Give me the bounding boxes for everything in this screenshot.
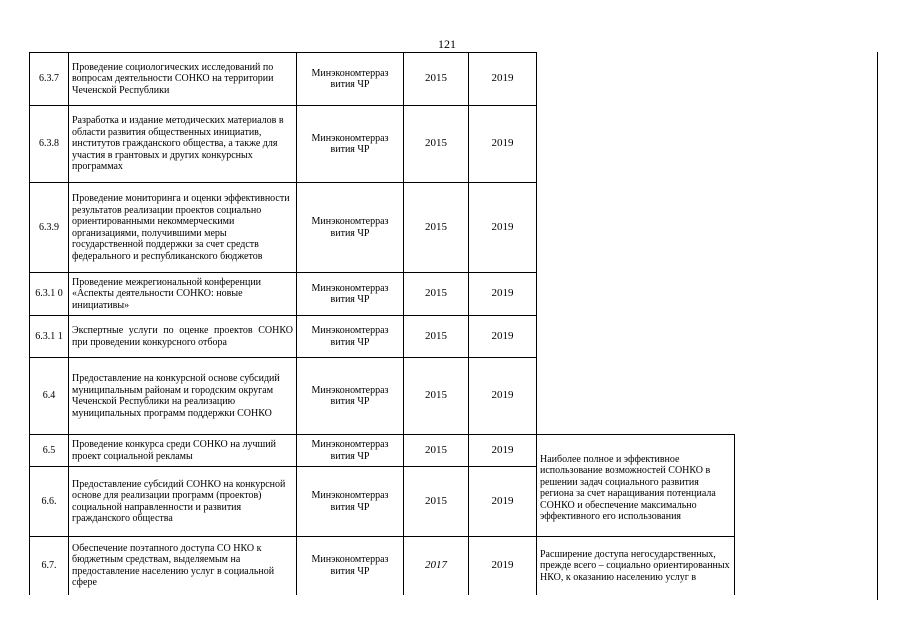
row-number: 6.3.7 (30, 53, 69, 106)
row-number: 6.6. (30, 467, 69, 537)
executor: Минэкономтерраз вития ЧР (297, 273, 404, 316)
table-row (30, 537, 735, 595)
row-number: 6.7. (30, 537, 69, 595)
measure-description: Проведение конкурса среди СОНКО на лучший проект социальной рекламы (69, 435, 297, 467)
end-year: 2019 (469, 53, 537, 106)
start-year: 2015 (404, 183, 469, 273)
start-year: 2017 (404, 537, 469, 595)
start-year: 2015 (404, 435, 469, 467)
executor: Минэкономтерраз вития ЧР (297, 106, 404, 183)
end-year: 2019 (469, 435, 537, 467)
table-row (30, 273, 735, 316)
end-year: 2019 (469, 316, 537, 358)
table-row (30, 53, 735, 106)
page-border-line (877, 52, 878, 600)
end-year: 2019 (469, 273, 537, 316)
expected-result: Наиболее полное и эффективное использование возможностей СОНКО в решении задач социального развития региона за счет наращивания потенциала СОНКО и обеспечение максимально эффективного его использования (537, 435, 735, 537)
table-row (30, 106, 735, 183)
row-number: 6.3.1 0 (30, 273, 69, 316)
executor: Минэкономтерраз вития ЧР (297, 53, 404, 106)
table-row (30, 316, 735, 358)
table-row (30, 435, 735, 467)
row-number: 6.3.8 (30, 106, 69, 183)
measure-description: Проведение социологических исследований по вопросам деятельности СОНКО на территории Чеченской Республики (69, 53, 297, 106)
end-year: 2019 (469, 183, 537, 273)
measure-description: Проведение мониторинга и оценки эффективности результатов реализации проектов социально ориентированными некоммерческими организациями, получившими меры государственной поддержки за счет средств федерального и республиканского бюджетов (69, 183, 297, 273)
expected-result (537, 358, 735, 435)
row-number: 6.3.9 (30, 183, 69, 273)
row-number: 6.4 (30, 358, 69, 435)
measure-description: Экспертные услуги по оценке проектов СОНКО при проведении конкурсного отбора (69, 316, 297, 358)
measure-description: Разработка и издание методических материалов в области развития общественных инициатив, институтов гражданского общества, а также для участия в грантовых и других конкурсных программах (69, 106, 297, 183)
expected-result (537, 53, 735, 106)
measure-description: Предоставление на конкурсной основе субсидий муниципальным районам и городским округам Чеченской Республики на реализацию муниципальных программ поддержки СОНКО (69, 358, 297, 435)
page-number: 121 (438, 37, 456, 51)
start-year: 2015 (404, 53, 469, 106)
row-number: 6.3.1 1 (30, 316, 69, 358)
executor: Минэкономтерраз вития ЧР (297, 467, 404, 537)
expected-result (537, 106, 735, 183)
measure-description: Проведение межрегиональной конференции «Аспекты деятельности СОНКО: новые инициативы» (69, 273, 297, 316)
end-year: 2019 (469, 537, 537, 595)
measure-description: Обеспечение поэтапного доступа СО НКО к бюджетным средствам, выделяемым на предоставление населению услуг в социальной сфере (69, 537, 297, 595)
executor: Минэкономтерраз вития ЧР (297, 316, 404, 358)
expected-result (537, 273, 735, 316)
end-year: 2019 (469, 467, 537, 537)
executor: Минэкономтерраз вития ЧР (297, 537, 404, 595)
table-row (30, 358, 735, 435)
measure-description: Предоставление субсидий СОНКО на конкурсной основе для реализации программ (проектов) социальной направленности и развития гражданского общества (69, 467, 297, 537)
expected-result (537, 316, 735, 358)
table-row (30, 183, 735, 273)
start-year: 2015 (404, 273, 469, 316)
expected-result (537, 183, 735, 273)
expected-result: Расширение доступа негосударственных, прежде всего – социально ориентированных НКО, к оказанию населению услуг в (537, 537, 735, 595)
executor: Минэкономтерраз вития ЧР (297, 183, 404, 273)
start-year: 2015 (404, 358, 469, 435)
start-year: 2015 (404, 316, 469, 358)
row-number: 6.5 (30, 435, 69, 467)
end-year: 2019 (469, 106, 537, 183)
start-year: 2015 (404, 467, 469, 537)
start-year: 2015 (404, 106, 469, 183)
executor: Минэкономтерраз вития ЧР (297, 358, 404, 435)
end-year: 2019 (469, 358, 537, 435)
executor: Минэкономтерраз вития ЧР (297, 435, 404, 467)
measures-table (29, 52, 735, 595)
